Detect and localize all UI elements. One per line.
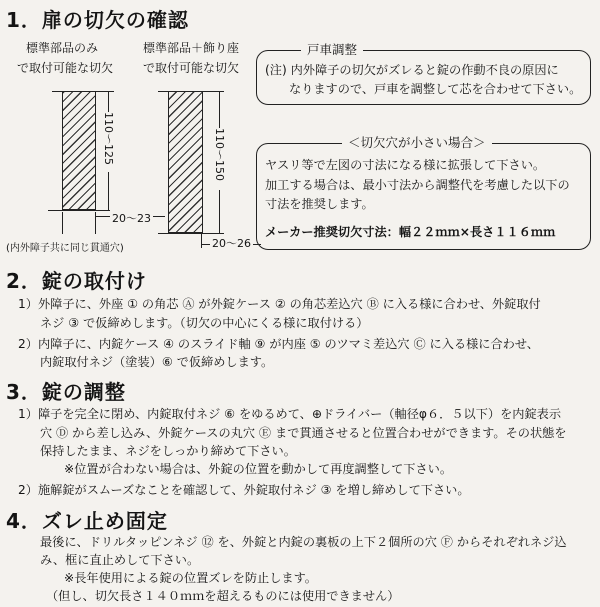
extension-line [158, 233, 224, 234]
dimension-b-width: 20〜26 [212, 237, 251, 250]
s2-line2: ネジ ③ で仮締めします。（切欠の中心にくる様に取付ける） [40, 316, 369, 330]
extension-line [62, 212, 63, 234]
through-hole-note: (内外障子共に同じ貫通穴) [6, 243, 124, 254]
roller-adjust-line2: なりますので、戸車を調整して芯を合わせて下さい。 [289, 82, 582, 96]
small-cutout-title: ＜切欠穴が小さい場合＞ [342, 133, 492, 151]
section-1-title: 1．扉の切欠の確認 [6, 8, 189, 32]
s2-line1: 1）外障子に、外座 ① の角芯 Ⓐ が外錠ケース ② の角芯差込穴 Ⓑ に入る様に合わせ、外錠取付 [18, 297, 541, 311]
roller-adjust-line1: (注) 内外障子の切欠がズレると錠の作動不良の原因に [265, 63, 559, 77]
s3-line1: 1）障子を完全に閉め、内錠取付ネジ ⑥ をゆるめて、⊕ドライバー（軸径φ６．５以下）を内錠表示 [18, 407, 562, 421]
s4-line2: み、框に直止めして下さい。 [40, 553, 200, 567]
s4-line1: 最後に、ドリルタッピンネジ ⑫ を、外錠と内錠の裏板の上下２個所の穴 Ⓕ からそれぞれネジ込 [40, 535, 567, 549]
extension-line [201, 234, 202, 248]
s3-line2: 穴 Ⓓ から差し込み、外錠ケースの丸穴 Ⓔ まで貫通させると位置合わせができます。その状態を [40, 426, 567, 440]
small-cutout-line2: 加工する場合は、最小寸法から調整代を考慮した以下の [265, 178, 570, 192]
small-cutout-line1: ヤスリ等で左図の寸法になる様に拡張して下さい。 [265, 158, 546, 172]
small-cutout-line3: 寸法を推奨します。 [265, 197, 374, 211]
section-4-title: 4．ズレ止め固定 [6, 509, 168, 533]
extension-line [48, 210, 114, 211]
extension-line [158, 91, 224, 92]
s4-line4: （但し、切欠長さ１４０ｍｍを超えるものには使用できません） [46, 589, 400, 603]
dimension-a-height: 110〜125 [100, 112, 116, 172]
s2-line4: 内錠取付ネジ（塗装）⑥ で仮締めします。 [40, 355, 274, 369]
s3-line3: 保持したまま、ネジをしっかり締めて下さい。 [40, 444, 296, 458]
s3-line5: 2）施解錠がスムーズなことを確認して、外錠取付ネジ ③ を増し締めして下さい。 [18, 483, 470, 497]
cutout-diagram-b [168, 91, 203, 233]
s4-line3: ※長年使用による錠の位置ズレを防止します。 [64, 571, 317, 585]
caption-b-line2: で取付可能な切欠 [143, 61, 240, 75]
recommended-size: メーカー推奨切欠寸法：幅２２ｍｍ×長さ１１６ｍｍ [265, 225, 556, 239]
roller-adjust-title: 戸車調整 [301, 40, 363, 58]
section-2-title: 2．錠の取付け [6, 269, 147, 293]
s3-line4: ※位置が合わない場合は、外錠の位置を動かして再度調整して下さい。 [64, 462, 453, 476]
cutout-diagram-a [62, 91, 96, 210]
caption-a-line2: で取付可能な切欠 [17, 61, 114, 75]
s2-line3: 2）内障子に、内錠ケース ④ のスライド軸 ⑨ が内座 ⑤ のツマミ差込穴 Ⓒ に入る様に合わせ、 [18, 337, 539, 351]
dimension-b-height: 110〜150 [211, 128, 227, 190]
section-3-title: 3．錠の調整 [6, 380, 126, 404]
caption-b-line1: 標準部品＋飾り座 [143, 41, 240, 55]
caption-a-line1: 標準部品のみ [26, 41, 99, 55]
dimension-a-width: 20〜23 [112, 212, 151, 225]
extension-line [52, 91, 114, 92]
